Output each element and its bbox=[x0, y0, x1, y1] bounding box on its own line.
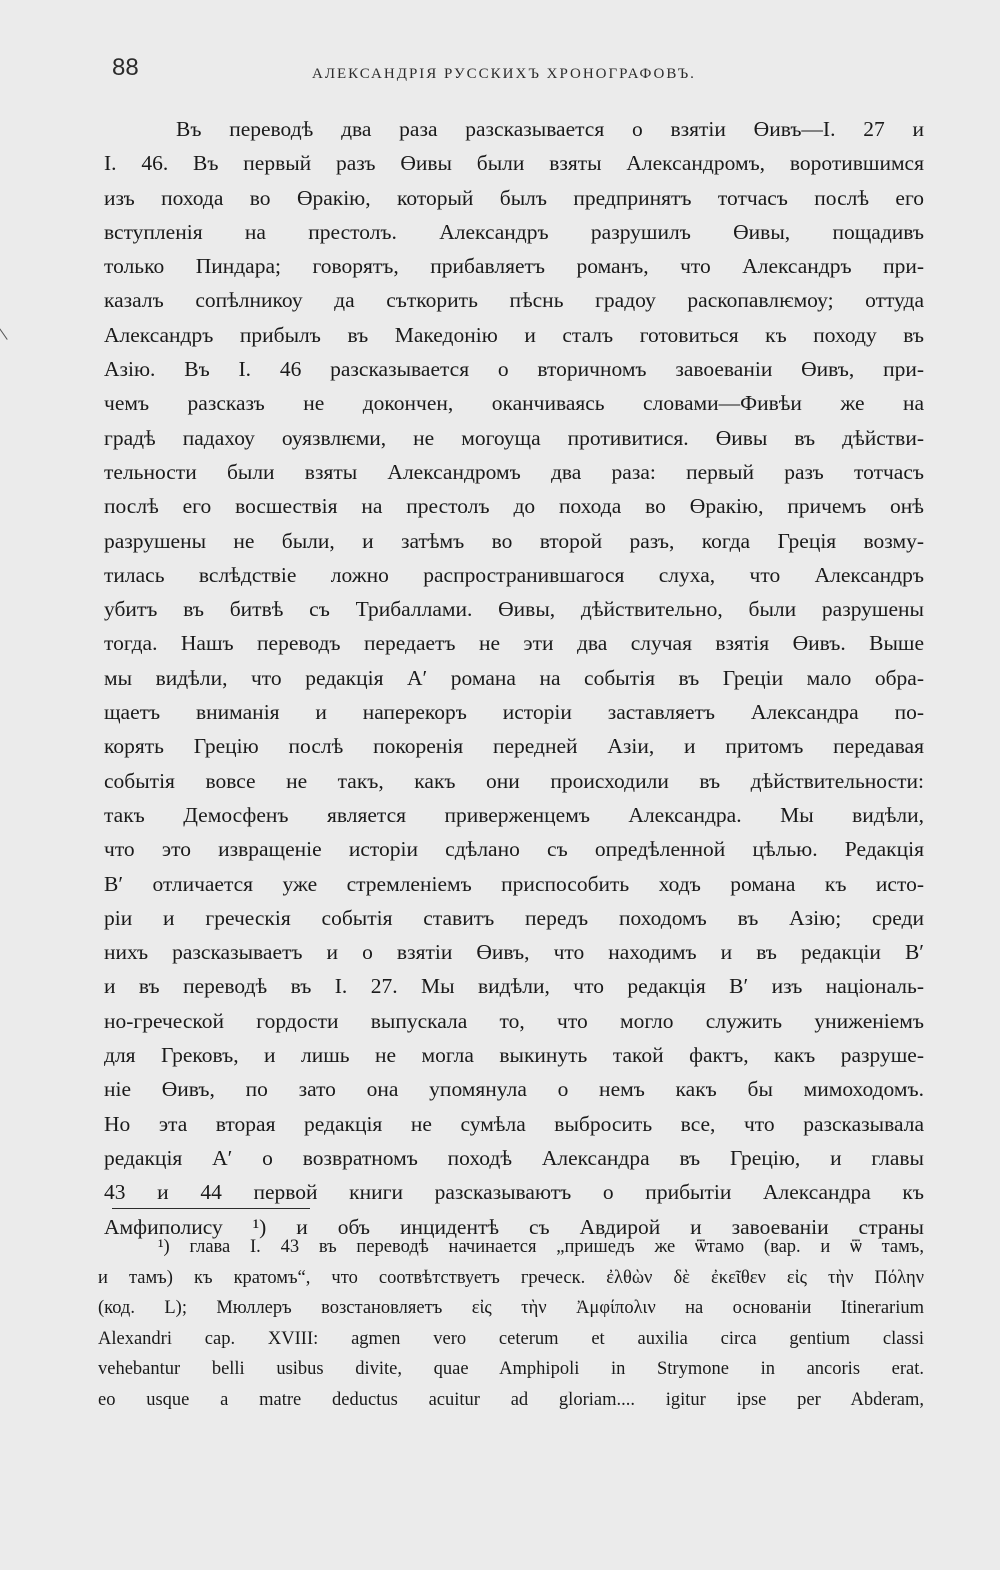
body-line: Но эта вторая редакція не сумѣла выбросить все, что разсказывала bbox=[104, 1111, 924, 1136]
body-line: Азію. Въ І. 46 разсказывается о вторичномъ завоеваніи Өивъ, при- bbox=[104, 357, 924, 382]
body-line: изъ похода во Өракію, который былъ предпринятъ тотчасъ послѣ его bbox=[104, 185, 924, 210]
body-line: что это извращеніе исторіи сдѣлано съ опредѣленной цѣлью. Редакція bbox=[104, 837, 924, 862]
footnote-line: vehebantur belli usibus divite, quae Amphipoli in Strymone in ancoris erat. bbox=[98, 1359, 924, 1379]
body-line: нихъ разсказываетъ и о взятіи Өивъ, что находимъ и въ редакціи В′ bbox=[104, 940, 924, 965]
body-line: тогда. Нашъ переводъ передаетъ не эти два случая взятія Өивъ. Выше bbox=[104, 631, 924, 656]
body-line: тилась вслѣдствіе ложно распространившагося слуха, что Александръ bbox=[104, 562, 924, 587]
footnote-line: (код. L); Мюллеръ возстановляетъ εἰς τὴν Ἀμφίπολιν на основаніи Itinerarium bbox=[98, 1298, 924, 1318]
body-line: для Грековъ, и лишь не могла выкинуть такой фактъ, какъ разруше- bbox=[104, 1043, 924, 1068]
footnote-rule bbox=[112, 1208, 310, 1209]
body-line: такъ Демосфенъ является приверженцемъ Александра. Мы видѣли, bbox=[104, 802, 924, 827]
footnote-line: eo usque a matre deductus acuitur ad gloriam.... igitur ipse per Abderam, bbox=[98, 1389, 924, 1410]
body-text bbox=[104, 112, 924, 1244]
footnote-line: и тамъ) къ кратомъ“, что соотвѣтствуетъ греческ. ἐλθὼν δὲ ἐκεῖθεν εἰς τὴν Πόλην bbox=[98, 1267, 924, 1288]
body-line: только Пиндара; говорятъ, прибавляетъ романъ, что Александръ при- bbox=[104, 254, 924, 279]
body-line: редакція А′ о возвратномъ походѣ Александра въ Грецію, и главы bbox=[104, 1145, 924, 1170]
body-line: Амфиполису ¹) и объ инцидентѣ съ Авдирой и завоеваніи страны bbox=[104, 1214, 924, 1239]
body-line: Александръ прибылъ въ Македонію и сталъ готовиться къ походу въ bbox=[104, 322, 924, 347]
body-line: щаетъ вниманія и наперекоръ исторіи заставляетъ Александра по- bbox=[104, 700, 924, 725]
body-line: Въ переводѣ два раза разсказывается о взятіи Өивъ—І. 27 и bbox=[176, 117, 924, 141]
body-line: и въ переводѣ въ І. 27. Мы видѣли, что редакція В′ изъ національ- bbox=[104, 974, 924, 999]
body-line: ріи и греческія событія ставитъ передъ походомъ въ Азію; среди bbox=[104, 905, 924, 930]
body-line: корять Грецію послѣ покоренія передней Азіи, и притомъ передавая bbox=[104, 734, 924, 759]
margin-mark bbox=[0, 314, 22, 340]
body-line: ніе Өивъ, по зато она упомянула о немъ какъ бы мимоходомъ. bbox=[104, 1077, 924, 1102]
body-line: но-греческой гордости выпускала то, что могло служить униженіемъ bbox=[104, 1008, 924, 1033]
body-line: послѣ его восшествія на престолъ до похода во Өракію, причемъ онѣ bbox=[104, 494, 924, 519]
body-line: убитъ въ битвѣ съ Трибаллами. Өивы, дѣйствительно, были разрушены bbox=[104, 597, 924, 622]
body-line: разрушены не были, и затѣмъ во второй разъ, когда Греція возму- bbox=[104, 528, 924, 553]
body-line: І. 46. Въ первый разъ Өивы были взяты Александромъ, воротившимся bbox=[104, 151, 924, 176]
body-line: мы видѣли, что редакція А′ романа на событія въ Греціи мало обра- bbox=[104, 665, 924, 690]
footnote-line: ¹) глава І. 43 въ переводѣ начинается „пришедъ же ѿтамо (вар. и ѿ тамъ, bbox=[158, 1237, 924, 1257]
running-title: АЛЕКСАНДРІЯ РУССКИХЪ ХРОНОГРАФОВЪ. bbox=[312, 66, 696, 82]
page-header bbox=[112, 54, 924, 94]
body-line: вступленія на престолъ. Александръ разрушилъ Өивы, пощадивъ bbox=[104, 219, 924, 244]
body-line: В′ отличается уже стремленіемъ приспособить ходъ романа къ исто- bbox=[104, 871, 924, 896]
page-number: 88 bbox=[112, 54, 139, 81]
footnotes bbox=[98, 1232, 924, 1415]
footnote-line: Alexandri cap. XVIII: agmen vero ceterum et auxilia circa gentium classi bbox=[98, 1328, 924, 1349]
body-line: тельности были взяты Александромъ два раза: первый разъ тотчасъ bbox=[104, 459, 924, 484]
body-line: казалъ сопѣлникоу да съткорить пѣснь градоу раскопавлѥмоу; оттуда bbox=[104, 288, 924, 313]
body-line: чемъ разсказъ не докончен, оканчиваясь словами—Фивѣи же на bbox=[104, 391, 924, 416]
body-line: 43 и 44 первой книги разсказываютъ о прибытіи Александра къ bbox=[104, 1180, 924, 1205]
body-line: градѣ падахоу оуязвлѥми, не могоуща противитися. Өивы въ дѣйстви- bbox=[104, 425, 924, 450]
body-line: событія вовсе не такъ, какъ они происходили въ дѣйствительности: bbox=[104, 768, 924, 793]
